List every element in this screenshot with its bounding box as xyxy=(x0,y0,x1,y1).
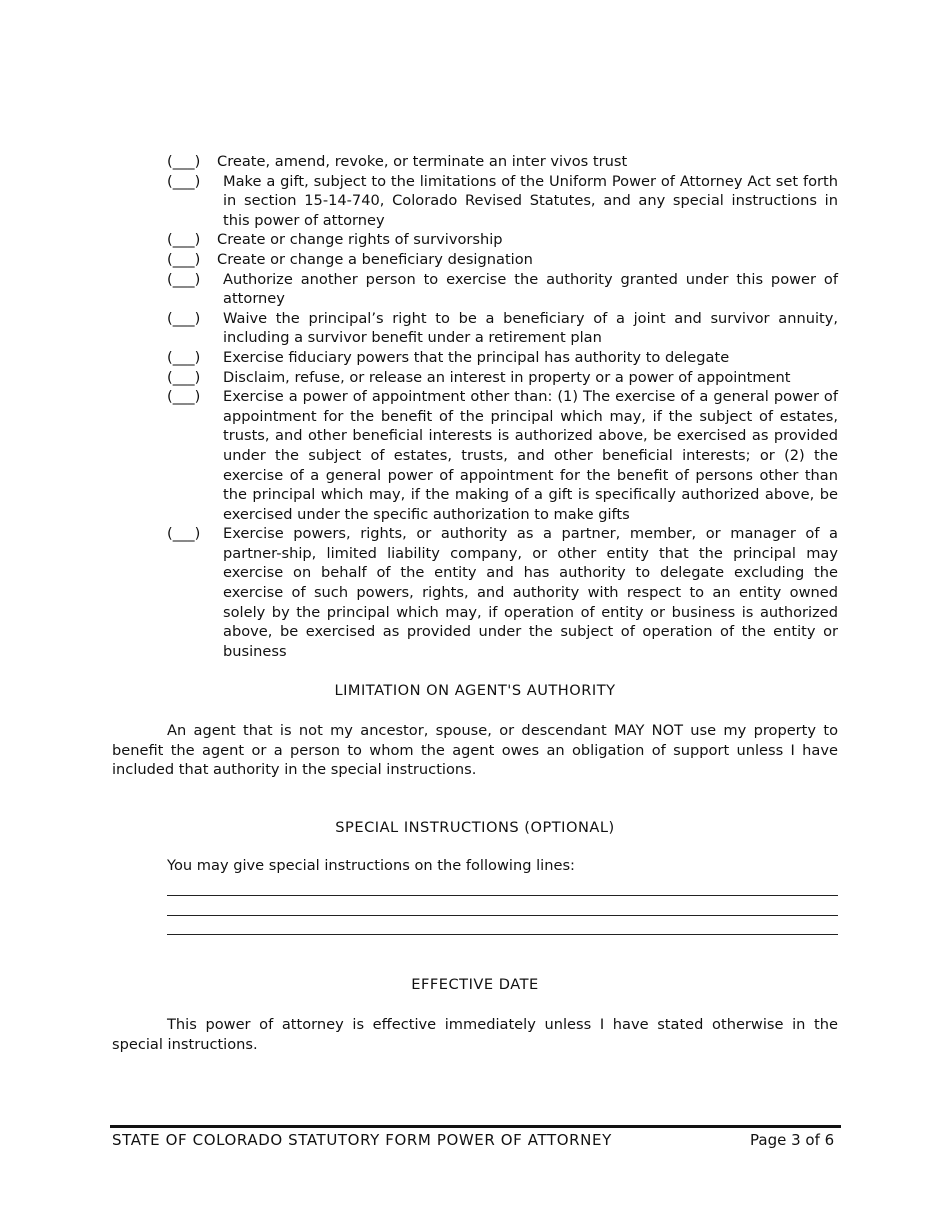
initial-blank[interactable]: (___) xyxy=(167,388,201,406)
limitation-heading: LIMITATION ON AGENT'S AUTHORITY xyxy=(334,682,616,699)
power-item xyxy=(167,387,838,524)
initial-blank[interactable]: (___) xyxy=(167,250,201,268)
power-item xyxy=(167,348,838,368)
footer-rule xyxy=(110,1125,841,1128)
page-number: Page 3 of 6 xyxy=(750,1131,835,1149)
special-instructions-prompt: You may give special instructions on the following lines: xyxy=(167,857,575,874)
power-text: Create or change a beneficiary designation xyxy=(217,250,533,268)
initial-blank[interactable]: (___) xyxy=(167,153,201,170)
initial-blank[interactable]: (___) xyxy=(167,231,201,249)
footer-title: STATE OF COLORADO STATUTORY FORM POWER OF ATTORNEY xyxy=(112,1131,612,1149)
power-text: Exercise powers, rights, or authority as a partner, member, or manager of a partner-ship, limited liability company, or other entity that the principal may exercise on behalf of the entity and has authority to delegate excluding the exercise of such powers, rights, and authority with respect to an entity owned solely by the principal which may, if operation of entity or business is authorized above, be exercised as provided under the subject of operation of the entity or business xyxy=(223,525,838,660)
initial-blank[interactable]: (___) xyxy=(167,309,201,327)
initial-blank[interactable]: (___) xyxy=(167,348,201,366)
power-text: Exercise fiduciary powers that the principal has authority to delegate xyxy=(223,348,730,366)
special-instructions-line[interactable] xyxy=(167,934,838,935)
special-instructions-line[interactable] xyxy=(167,895,838,896)
special-instructions-line[interactable] xyxy=(167,915,838,916)
power-text: Authorize another person to exercise the authority granted under this power of attorney xyxy=(223,270,838,308)
power-text: Create or change rights of survivorship xyxy=(217,231,503,249)
initial-blank[interactable]: (___) xyxy=(167,368,201,386)
special-instructions-heading: SPECIAL INSTRUCTIONS (OPTIONAL) xyxy=(335,819,615,836)
effective-date-paragraph: This power of attorney is effective immediately unless I have stated otherwise in the special instructions. xyxy=(112,1016,838,1053)
power-item xyxy=(167,309,838,348)
powers-list xyxy=(167,152,838,661)
power-item xyxy=(167,172,838,231)
power-text: Waive the principal’s right to be a beneficiary of a joint and survivor annuity, including a survivor benefit under a retirement plan xyxy=(223,309,838,347)
power-item xyxy=(167,368,838,388)
power-text: Disclaim, refuse, or release an interest in property or a power of appointment xyxy=(223,368,791,386)
initial-blank[interactable]: (___) xyxy=(167,270,201,288)
limitation-paragraph: An agent that is not my ancestor, spouse, or descendant MAY NOT use my property to benefit the agent or a person to whom the agent owes an obligation of support unless I have included that authority in the special instructions. xyxy=(112,722,838,779)
power-text: Create, amend, revoke, or terminate an inter vivos trust xyxy=(217,153,628,170)
power-text: Make a gift, subject to the limitations of the Uniform Power of Attorney Act set forth in section 15-14-740, Colorado Revised Statutes, and any special instructions in this power of attorney xyxy=(223,172,838,229)
power-item xyxy=(167,250,838,270)
initial-blank[interactable]: (___) xyxy=(167,525,201,543)
power-item xyxy=(167,152,838,172)
initial-blank[interactable]: (___) xyxy=(167,172,201,190)
power-item xyxy=(167,270,838,309)
power-item xyxy=(167,230,838,250)
effective-date-heading: EFFECTIVE DATE xyxy=(411,976,539,993)
power-text: Exercise a power of appointment other than: (1) The exercise of a general power of appointment for the benefit of the principal which may, if the subject of estates, trusts, and other beneficial interests is authorized above, be exercised as provided under the subject of estates, trusts, and other beneficial interests; or (2) the exercise of a general power of appointment for the benefit of persons other than the principal which may, if the making of a gift is specifically authorized above, be exercised under the specific authorization to make gifts xyxy=(223,388,838,523)
power-item xyxy=(167,524,838,661)
